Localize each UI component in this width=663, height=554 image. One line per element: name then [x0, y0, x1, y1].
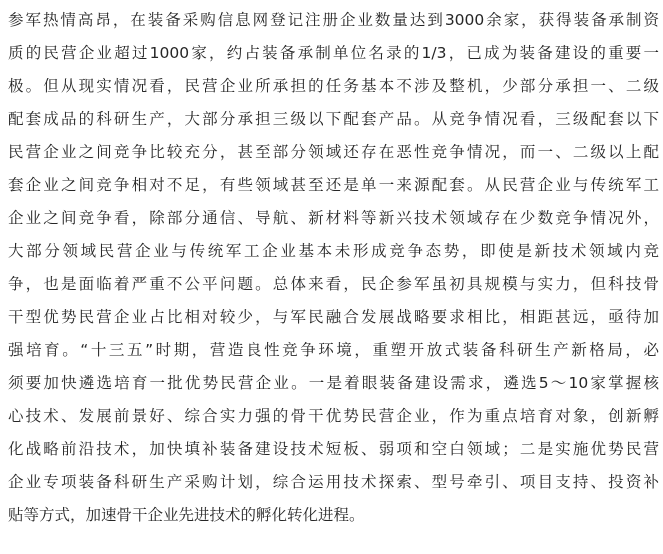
text-line: 民营企业之间竞争比较充分，甚至部分领域还存在恶性竞争情况，而一、二级以上配 [8, 143, 659, 161]
text-line: 套企业之间竞争相对不足，有些领域甚至还是单一来源配套。从民营企业与传统军工 [8, 176, 659, 194]
text-line: 心技术、发展前景好、综合实力强的骨干优势民营企业，作为重点培育对象，创新孵 [8, 407, 659, 425]
text-line: 企业之间竞争看，除部分通信、导航、新材料等新兴技术领域存在少数竞争情况外， [8, 209, 659, 227]
text-line: 须要加快遴选培育一批优势民营企业。一是着眼装备建设需求，遴选5～10家掌握核 [8, 374, 659, 392]
text-line: 争，也是面临着严重不公平问题。总体来看，民企参军虽初具规模与实力，但科技骨 [8, 275, 659, 293]
text-line: 参军热情高昂，在装备采购信息网登记注册企业数量达到3000余家，获得装备承制资 [8, 11, 659, 29]
text-line: 企业专项装备科研生产采购计划，综合运用技术探索、型号牵引、项目支持、投资补 [8, 473, 659, 491]
text-line: 极。但从现实情况看，民营企业所承担的任务基本不涉及整机，少部分承担一、二级 [8, 77, 659, 95]
text-line: 干型优势民营企业占比相对较少，与军民融合发展战略要求相比，相距甚远，亟待加 [8, 308, 659, 326]
text-line: 贴等方式，加速骨干企业先进技术的孵化转化进程。 [8, 506, 365, 524]
text-line: 大部分领域民营企业与传统军工企业基本未形成竞争态势，即使是新技术领域内竞 [8, 242, 659, 260]
text-line: 强培育。“十三五”时期，营造良性竞争环境，重塑开放式装备科研生产新格局，必 [8, 341, 659, 359]
text-line: 质的民营企业超过1000家，约占装备承制单位名录的1/3，已成为装备建设的重要一 [8, 44, 659, 62]
text-line: 配套成品的科研生产，大部分承担三级以下配套产品。从竞争情况看，三级配套以下 [8, 110, 659, 128]
text-line: 化战略前沿技术，加快填补装备建设技术短板、弱项和空白领域；二是实施优势民营 [8, 440, 659, 458]
